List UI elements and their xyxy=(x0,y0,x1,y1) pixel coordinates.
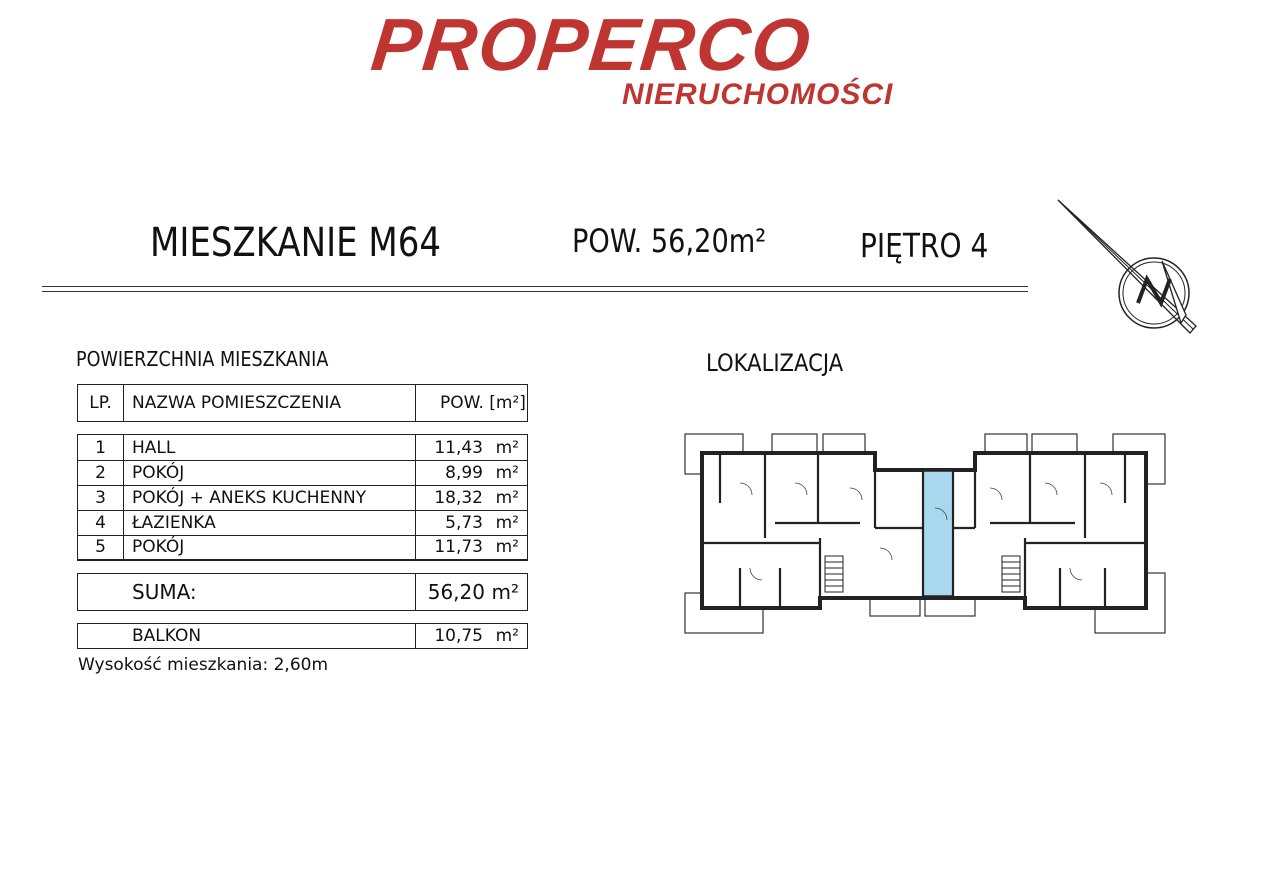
rooms-table xyxy=(77,434,528,561)
header-area: POW. [m²] xyxy=(440,393,526,413)
row-unit: m² xyxy=(495,487,519,508)
location-title: LOKALIZACJA xyxy=(706,349,844,377)
row-no: 3 xyxy=(95,487,106,508)
row-unit: m² xyxy=(495,537,519,557)
header-no: LP. xyxy=(89,393,112,413)
row-unit: m² xyxy=(495,512,519,533)
row-no: 5 xyxy=(95,537,106,557)
floor-plan-map xyxy=(680,428,1170,638)
sum-label: SUMA: xyxy=(132,580,197,604)
header-rule-bottom xyxy=(42,291,1028,292)
row-no: 4 xyxy=(95,512,106,533)
sum-unit: m² xyxy=(491,580,519,604)
apartment-floor: PIĘTRO 4 xyxy=(860,226,989,265)
row-area: 18,32 xyxy=(434,487,483,508)
row-area: 8,99 xyxy=(445,462,483,483)
row-area: 11,73 xyxy=(434,537,483,557)
table-row xyxy=(78,435,527,461)
row-name: POKÓJ + ANEKS KUCHENNY xyxy=(132,487,367,508)
apartment-highlight xyxy=(923,471,953,596)
row-no: 2 xyxy=(95,462,106,483)
rooms-table-header xyxy=(77,384,528,422)
row-no: 1 xyxy=(95,437,106,458)
header-name: NAZWA POMIESZCZENIA xyxy=(132,393,342,413)
table-row xyxy=(78,460,527,486)
brand-logo: PROPERCO xyxy=(367,3,816,86)
north-arrow-icon xyxy=(1050,195,1205,345)
balcony-area: 10,75 xyxy=(434,626,483,646)
row-area: 11,43 xyxy=(434,437,483,458)
height-note: Wysokość mieszkania: 2,60m xyxy=(78,655,329,675)
row-name: POKÓJ xyxy=(132,537,185,557)
table-row xyxy=(78,510,527,536)
sum-table xyxy=(77,573,528,611)
header-rule-top xyxy=(42,286,1028,287)
table-row xyxy=(78,535,527,560)
apartment-area: POW. 56,20m² xyxy=(572,222,767,260)
row-unit: m² xyxy=(495,437,519,458)
balcony-unit: m² xyxy=(495,626,519,646)
brand-tagline: NIERUCHOMOŚCI xyxy=(622,78,894,111)
row-unit: m² xyxy=(495,462,519,483)
apartment-title: MIESZKANIE M64 xyxy=(150,220,442,266)
area-section-title: POWIERZCHNIA MIESZKANIA xyxy=(76,347,329,371)
row-name: ŁAZIENKA xyxy=(132,512,216,533)
row-name: POKÓJ xyxy=(132,462,185,483)
table-row xyxy=(78,485,527,511)
balcony-table xyxy=(77,623,528,649)
sum-area: 56,20 xyxy=(427,580,485,604)
row-area: 5,73 xyxy=(445,512,483,533)
row-name: HALL xyxy=(132,437,176,458)
balcony-label: BALKON xyxy=(132,626,202,646)
